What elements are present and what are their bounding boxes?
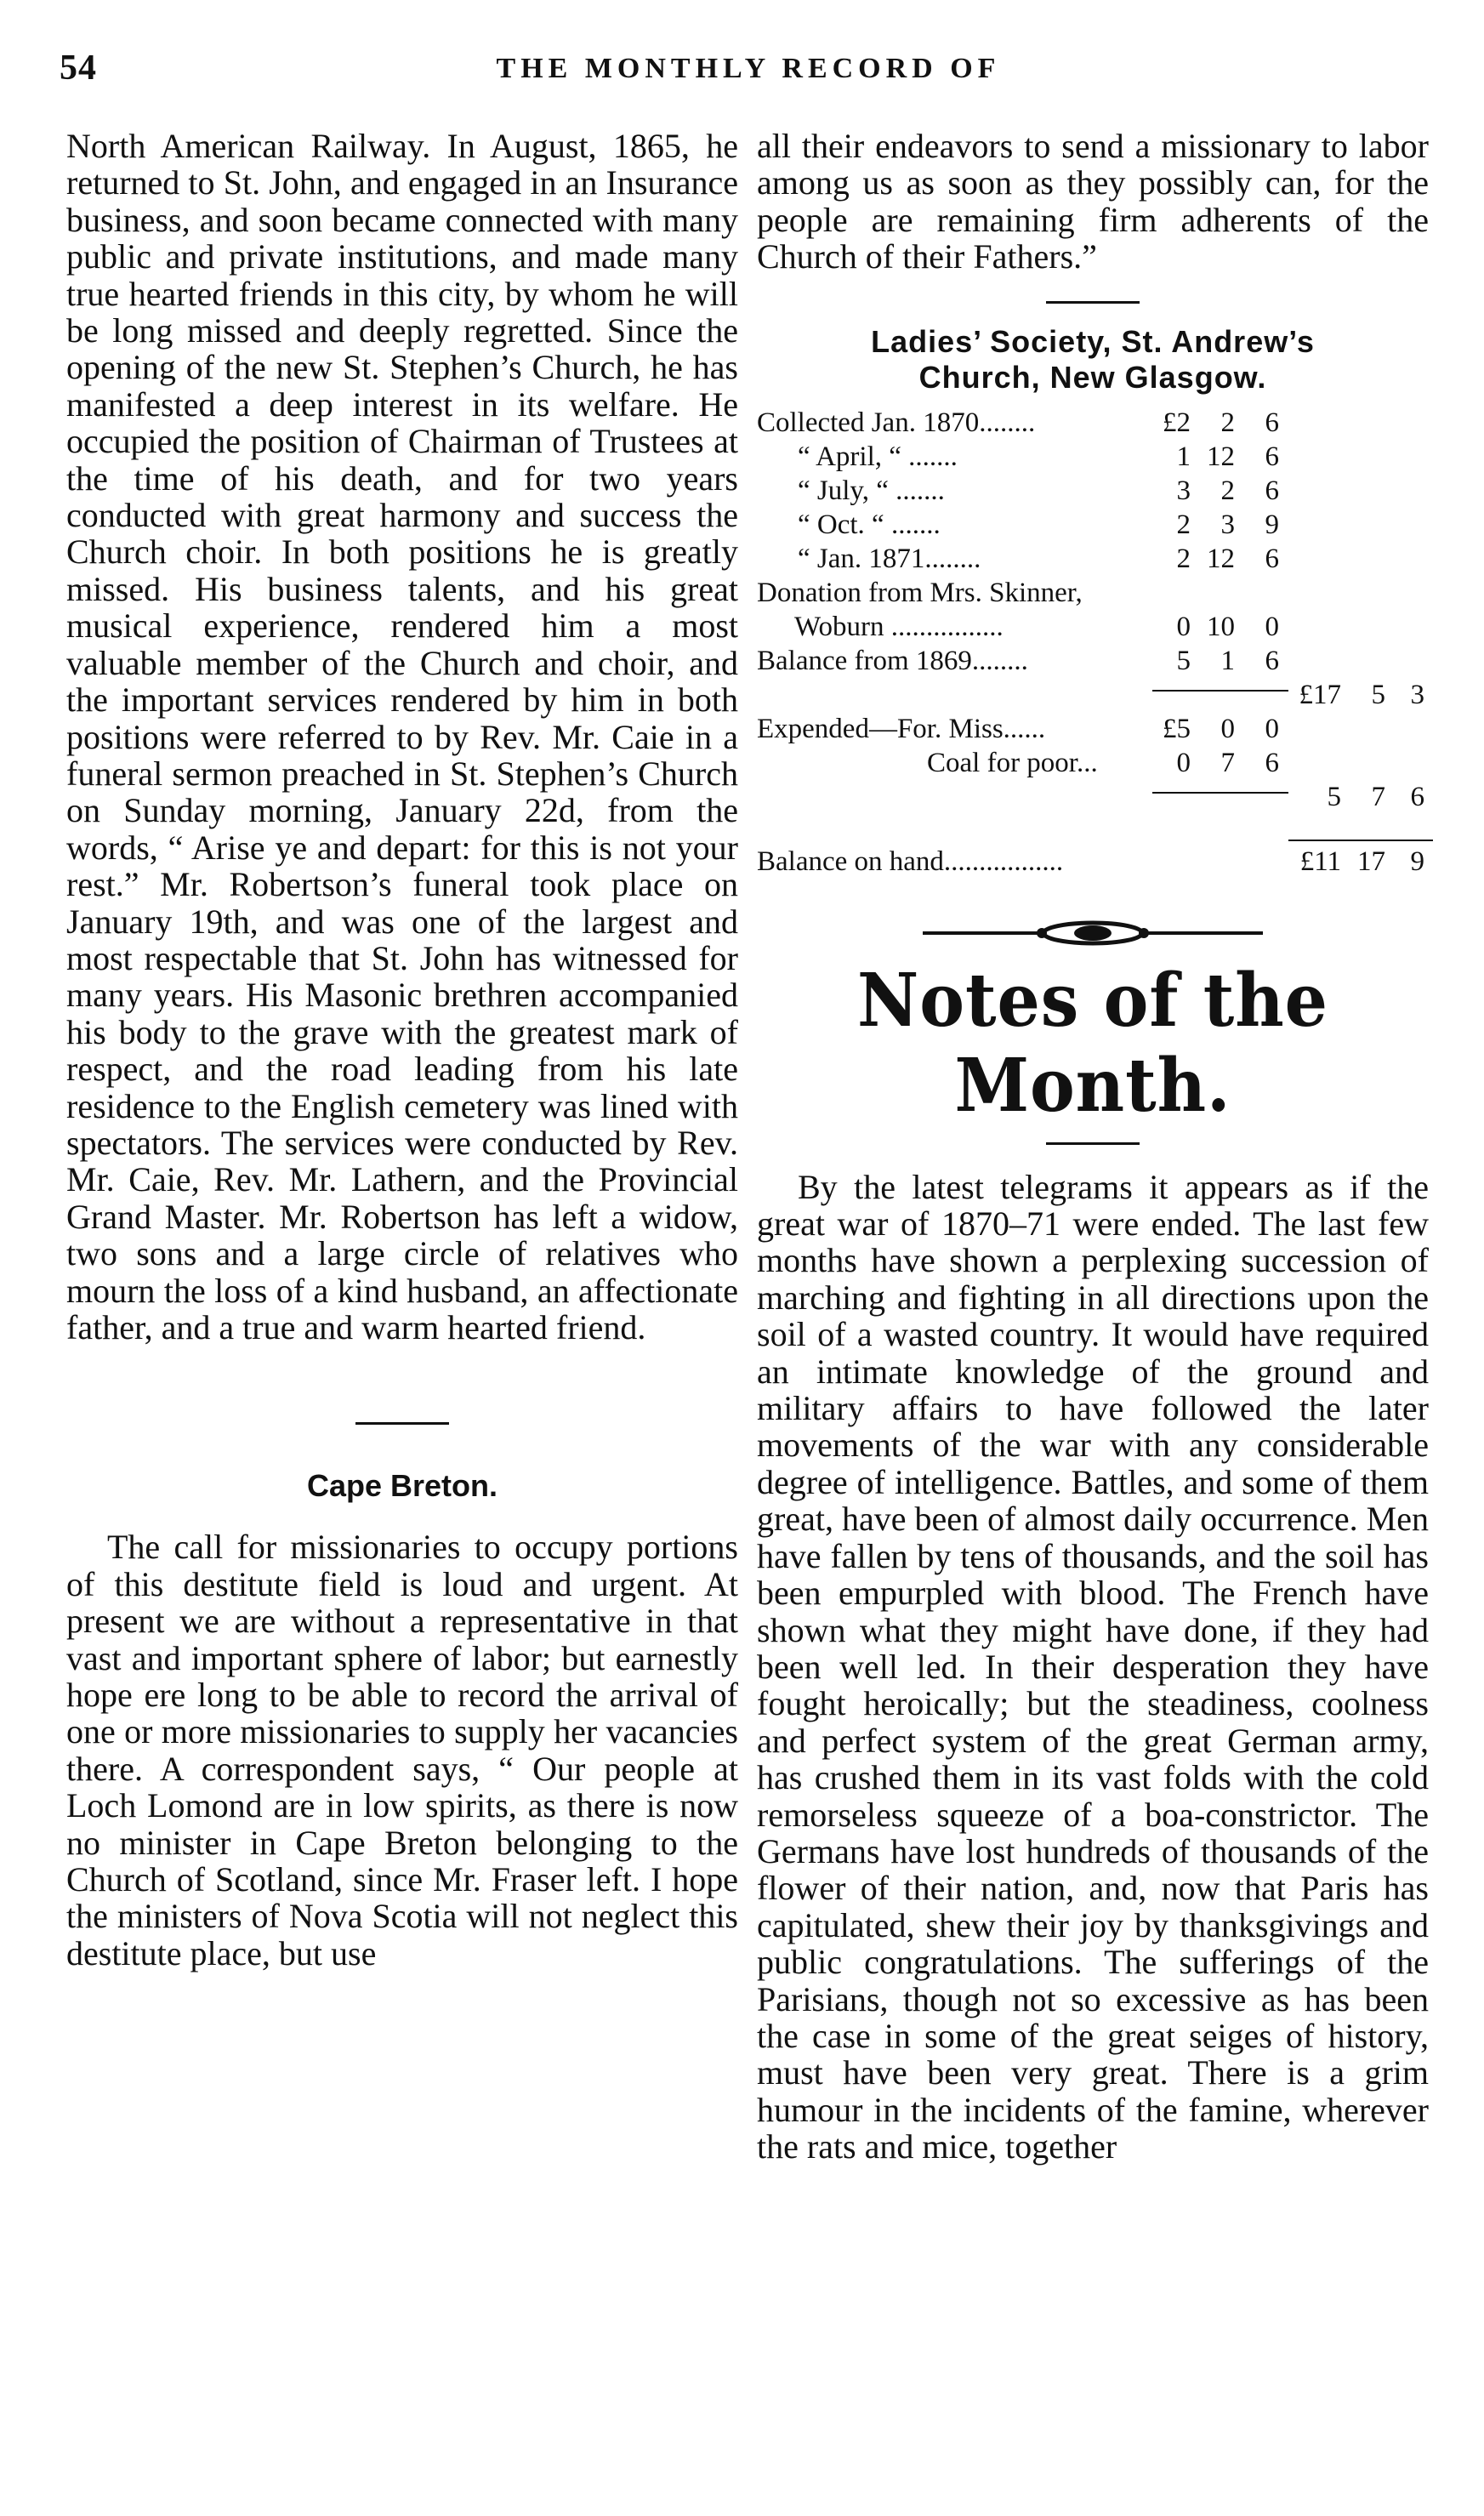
ledger-label: “ Jan. 1871........ — [798, 543, 981, 574]
ledger-label: “ July, “ ....... — [798, 475, 945, 506]
left-column — [66, 128, 738, 1972]
ledger-label: “ April, “ ....... — [798, 441, 958, 472]
total-rule — [1152, 792, 1288, 794]
balance-total — [1288, 845, 1433, 879]
shillings: 12 — [1207, 543, 1235, 574]
total-rule — [1152, 690, 1288, 692]
ladies-heading-line-2: Church, New Glasgow. — [918, 359, 1267, 395]
running-head: THE MONTHLY RECORD OF — [496, 53, 1001, 84]
cape-breton-paragraph: The call for missionaries to occupy portions of this destitute field is loud and urgent. At present we are without a representative in that vast and important sphere of labor; but earnestly hope ere long to be able to record the arrival of one or more missionaries to supply her vacancies there. A correspondent says, “ Our people at Loch Lomond are in low spirits, as there is now no minister in Cape Breton belonging to the Church of Scotland, since Mr. Fraser left. I hope the ministers of Nova Scotia will not neglect this destitute place, but use — [66, 1528, 738, 1972]
ledger-row — [757, 440, 1429, 474]
ledger-row — [757, 746, 1429, 780]
pounds: £2 — [1163, 407, 1191, 438]
ledger-amount — [1148, 440, 1284, 474]
ledger-label: Collected Jan. 1870........ — [757, 407, 1036, 438]
ladies-heading-line-1: Ladies’ Society, St. Andrew’s — [871, 323, 1315, 359]
right-column — [757, 128, 1429, 2166]
ledger-amount — [1148, 610, 1284, 644]
pounds: £11 — [1299, 845, 1341, 877]
ledger-amount — [1148, 542, 1284, 576]
pence: 6 — [1265, 747, 1279, 778]
pounds: 0 — [1176, 747, 1191, 778]
ledger-row — [757, 474, 1429, 508]
shillings: 5 — [1371, 679, 1385, 710]
ledger-row — [757, 508, 1429, 542]
ledger-amount — [1148, 746, 1284, 780]
pence: 0 — [1265, 611, 1279, 642]
ledger-amount — [1148, 474, 1284, 508]
ledger-label: Donation from Mrs. Skinner, — [757, 577, 1083, 608]
ledger-row — [757, 542, 1429, 576]
pounds: 1 — [1176, 441, 1191, 472]
shillings: 1 — [1220, 645, 1235, 676]
notes-of-the-month-heading: Notes of the Month. — [857, 957, 1328, 1129]
shillings: 17 — [1357, 845, 1385, 877]
ledger-balance-row — [757, 845, 1429, 879]
pence: 3 — [1410, 679, 1424, 710]
pounds: £17 — [1299, 679, 1341, 710]
ledger-label: Balance on hand................. — [757, 845, 1064, 877]
pence: 6 — [1265, 645, 1279, 676]
ledger-amount — [1148, 644, 1284, 678]
pounds: 3 — [1176, 475, 1191, 506]
ledger-row — [757, 712, 1429, 746]
ledger-amount — [1148, 712, 1284, 746]
ledger-label: Expended—For. Miss...... — [757, 713, 1046, 744]
ledger-label: “ Oct. “ ....... — [798, 509, 941, 540]
receipts-total — [1288, 678, 1433, 712]
ledger-spacer — [757, 814, 1429, 845]
pounds: £5 — [1163, 713, 1191, 744]
ladies-society-heading — [757, 324, 1429, 396]
cape-breton-heading: Cape Breton. — [306, 1468, 498, 1504]
pence: 9 — [1410, 845, 1424, 877]
ledger-row — [757, 610, 1429, 644]
page-number: 54 — [60, 48, 97, 88]
ledger-label: Woburn ................ — [794, 611, 1004, 642]
ledger-total-row — [757, 678, 1429, 712]
shillings: 7 — [1371, 781, 1385, 812]
pounds: 5 — [1327, 781, 1341, 812]
ledger-amount — [1148, 406, 1284, 440]
accounts-ledger — [757, 406, 1429, 879]
ledger-label: Coal for poor... — [927, 747, 1098, 778]
shillings: 3 — [1220, 509, 1235, 540]
ledger-row — [757, 644, 1429, 678]
pence: 6 — [1265, 407, 1279, 438]
shillings: 10 — [1207, 611, 1235, 642]
pounds: 5 — [1176, 645, 1191, 676]
shillings: 2 — [1220, 475, 1235, 506]
obituary-paragraph: North American Railway. In August, 1865, he returned to St. John, and engaged in an Insurance business, and soon became connected with many public and private institutions, and made many true hearted friends in this city, by whom he will be long missed and deeply regretted. Since the opening of the new St. Stephen’s Church, he has manifested a deep interest in its welfare. He occupied the position of Chairman of Trustees at the time of his death, and for two years conducted with great harmony and success the Church choir. In both positions he is greatly missed. His business talents, and his great musical experience, rendered him a most valuable member of the Church and choir, and the important services rendered by him in both positions were referred to by Rev. Mr. Caie in a funeral sermon preached in St. Stephen’s Church on Sunday morning, January 22d, from the words, “ Arise ye and depart: for this is not your rest.” Mr. Robertson’s funeral took place on January 19th, and was one of the largest and most respectable that St. John has witnessed for many years. His Masonic brethren accompanied his body to the grave with the greatest mark of respect, and the road leading from his late residence to the English cemetery was lined with spectators. The services were conducted by Rev. Mr. Caie, Rev. Mr. Lathern, and the Provincial Grand Master. Mr. Robertson has left a widow, two sons and a large circle of relatives who mourn the loss of a kind husband, an affectionate father, and a true and warm hearted friend. — [66, 127, 738, 1346]
pence: 6 — [1410, 781, 1424, 812]
ledger-row — [757, 406, 1429, 440]
shillings: 7 — [1220, 747, 1235, 778]
shillings: 0 — [1220, 713, 1235, 744]
page-header — [51, 44, 1446, 95]
total-rule — [1288, 840, 1433, 841]
ornamental-divider — [914, 916, 1271, 950]
ledger-amount — [1148, 508, 1284, 542]
continuation-paragraph: all their endeavors to send a missionary to labor among us as soon as they possibly can, for the people are remaining firm adherents of the Church of their Fathers.” — [757, 127, 1429, 276]
shillings: 12 — [1207, 441, 1235, 472]
ledger-label: Balance from 1869........ — [757, 645, 1028, 676]
pounds: 2 — [1176, 543, 1191, 574]
expended-total — [1288, 780, 1433, 814]
pounds: 2 — [1176, 509, 1191, 540]
shillings: 2 — [1220, 407, 1235, 438]
pence: 6 — [1265, 441, 1279, 472]
pence: 6 — [1265, 543, 1279, 574]
notes-paragraph: By the latest telegrams it appears as if the great war of 1870–71 were ended. The last few months have shown a perplexing succession of marching and fighting in all directions upon the soil of a wasted country. It would have required an intimate knowledge of the ground and military affairs to have followed the later movements of the war with any considerable degree of intelligence. Battles, and some of them great, have been of almost daily occurrence. Men have fallen by tens of thousands, and the soil has been empurpled with blood. The French have shown what they might have done, if they had been well led. In their desperation they have fought heroically; but the steadiness, coolness and perfect system of the great German army, has crushed them in its vast folds with the cold remorseless squeeze of a boa-constrictor. The Germans have lost hundreds of thousands of the flower of their nation, and, now that Paris has capitulated, shew their joy by thanksgivings and public congratulations. The sufferings of the Parisians, though not so excessive as has been the case in some of the great seiges of history, must have been very great. There is a grim humour in the incidents of the famine, wherever the rats and mice, together — [757, 1167, 1429, 2166]
pence: 0 — [1265, 713, 1279, 744]
pence: 6 — [1265, 475, 1279, 506]
pence: 9 — [1265, 509, 1279, 540]
ledger-row — [757, 576, 1429, 610]
ledger-total-row — [757, 780, 1429, 814]
pounds: 0 — [1176, 611, 1191, 642]
